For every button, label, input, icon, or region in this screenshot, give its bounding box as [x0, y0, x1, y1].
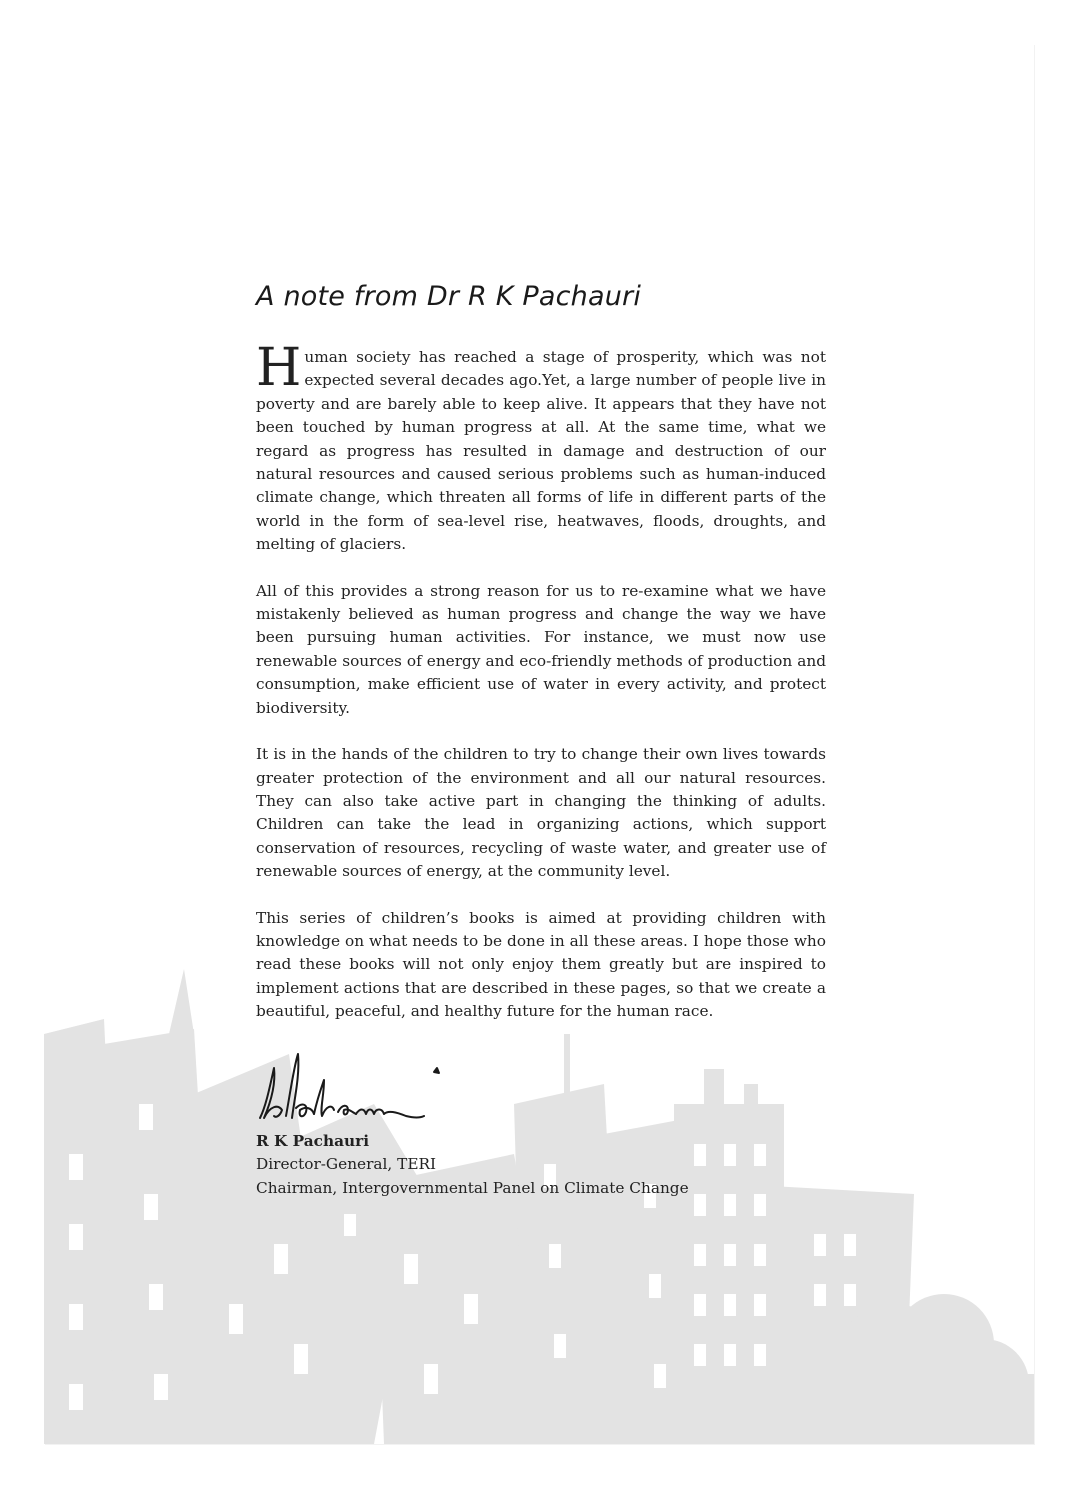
paragraph-3: It is in the hands of the children to try to change their own lives towards greater protection of the environment and all our natural resources. They can also take active part in changing the thinking of adults. Children can take the lead in organizing actions, which support conservation of resources, recycling of waste water, and greater use of renewable sources of energy, at the community level.: [256, 745, 826, 881]
signatory-role-2: Chairman, Intergovernmental Panel on Climate Change: [256, 1178, 689, 1197]
signatory-name: R K Pachauri: [256, 1132, 370, 1150]
drop-cap: H: [256, 338, 302, 398]
paragraph-1: [256, 338, 826, 557]
paragraph-1-text: uman society has reached a stage of prosperity, which was not expected several decades ago.Yet, a large number of people live in poverty and are barely able to keep alive. It appears that they have not been touched by human progress at all. At the same time, what we regard as progress has resulted in damage and destruction of our natural resources and caused serious problems such as human-induced climate change, which threaten all forms of life in different parts of the world in the form of sea-level rise, heatwaves, floods, droughts, and melting of glaciers.: [256, 348, 826, 554]
note-content: [256, 278, 826, 1047]
page-title: A note from Dr R K Pachauri: [256, 281, 642, 312]
signatory-role-1: Director-General, TERI: [256, 1155, 437, 1174]
paragraph-4: This series of children’s books is aimed at providing children with knowledge on what needs to be done in all these areas. I hope those who read these books will not only enjoy them greatly but are inspired to implement actions that are described in these pages, so that we create a beautiful, peaceful, and healthy future for the human race.: [256, 908, 826, 1021]
handwritten-signature: [256, 1046, 456, 1136]
paragraph-2: All of this provides a strong reason for us to re-examine what we have mistakenly believed as human progress and change the way we have been pursuing human activities. For instance, we must now use renewable sources of energy and eco-friendly methods of production and consumption, make efficient use of water in every activity, and protect biodiversity.: [256, 581, 826, 717]
signature-block: [256, 1130, 689, 1200]
